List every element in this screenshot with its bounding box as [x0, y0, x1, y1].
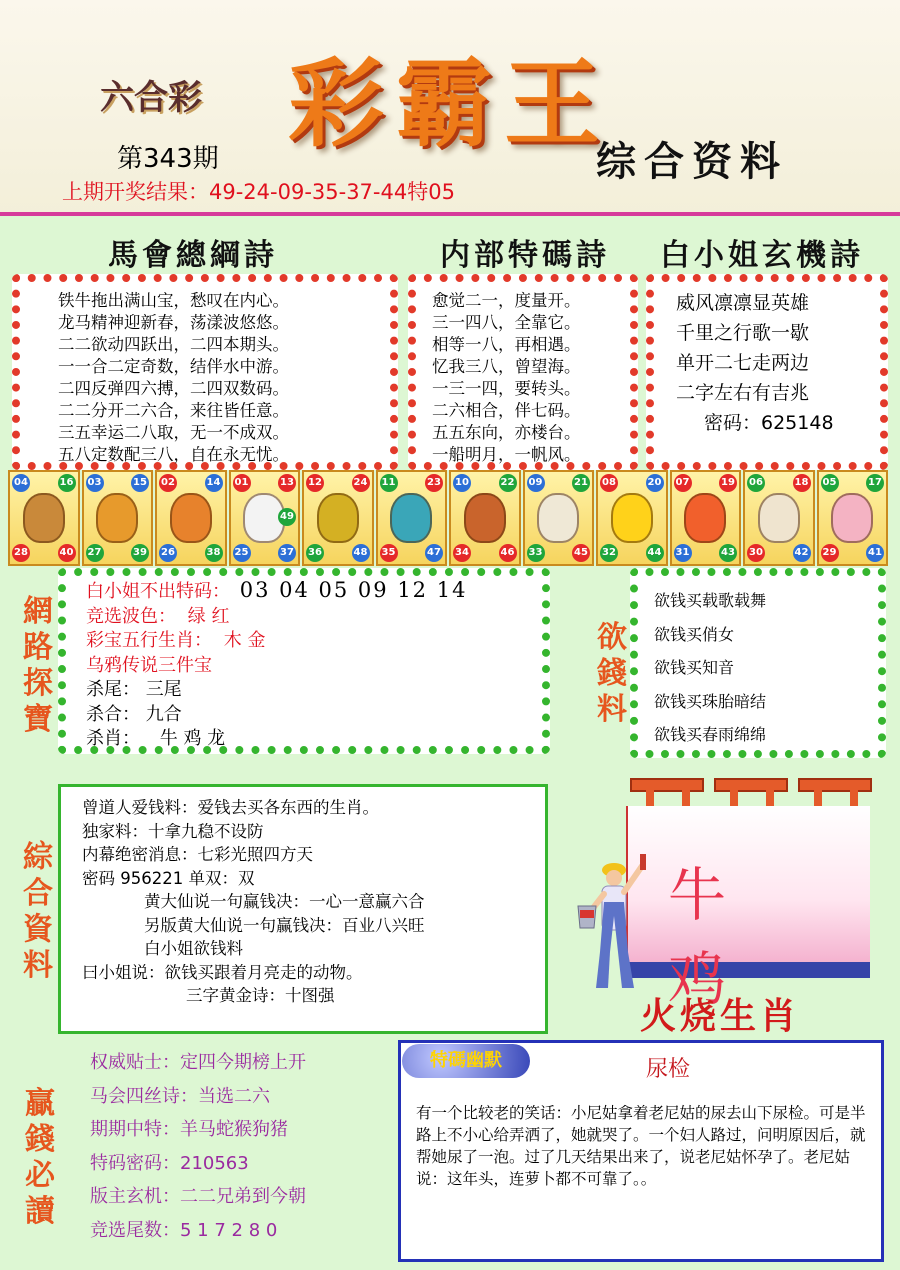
tiger-icon — [170, 493, 212, 543]
poem-left-line: 三五幸运二八取，无一不成双。 — [58, 423, 289, 442]
side-label-char: 路 — [23, 630, 53, 665]
zodiac-number: 44 — [646, 544, 664, 562]
joke-title: 尿检 — [646, 1057, 691, 1082]
must-read-line — [90, 1113, 306, 1147]
poem-middle-line: 愈觉二一，度量开。 — [432, 291, 581, 310]
network-lines — [86, 578, 467, 752]
poem-right-line: 千里之行歌一歇 — [676, 322, 810, 344]
billboard-post-top — [798, 778, 872, 792]
network-label: 彩宝五行生肖： — [86, 630, 212, 651]
money-line: 欲钱买春雨绵绵 — [654, 725, 767, 744]
network-line — [86, 678, 467, 703]
money-line: 欲钱买载歌载舞 — [654, 591, 767, 610]
must-read-label: 马会四丝诗： — [90, 1085, 198, 1107]
poem-middle-line: 一三一四，要转头。 — [432, 379, 581, 398]
must-read-label: 竞选尾数： — [90, 1219, 180, 1241]
must-read-line — [90, 1080, 306, 1114]
must-read-value: 5 1 7 2 8 0 — [180, 1219, 278, 1241]
poem-right-lines — [676, 288, 834, 438]
zodiac-number: 09 — [527, 474, 545, 492]
zodiac-cell-rooster — [670, 470, 742, 566]
zodiac-number: 41 — [866, 544, 884, 562]
monkey-icon — [611, 493, 653, 543]
issue-number: 第343期 — [117, 144, 219, 174]
billboard-text: 牛 鸡 — [668, 861, 767, 1013]
zodiac-number: 47 — [425, 544, 443, 562]
poem-left-line: 一一合二定奇数，结伴水中游。 — [58, 357, 289, 376]
network-line — [86, 578, 467, 605]
rooster-icon — [684, 493, 726, 543]
must-read-lines — [90, 1046, 306, 1247]
zodiac-cell-goat — [523, 470, 595, 566]
zodiac-number: 33 — [527, 544, 545, 562]
zodiac-cell-pig — [817, 470, 889, 566]
network-label: 杀尾： — [86, 679, 140, 700]
snake-icon — [390, 493, 432, 543]
poem-left-lines — [58, 290, 289, 466]
must-read-value: 定四今期榜上开 — [180, 1052, 306, 1073]
poem-middle-lines — [432, 290, 581, 466]
zodiac-number: 28 — [12, 544, 30, 562]
poem-middle-line: 相等一八，再相遇。 — [432, 335, 581, 354]
zodiac-number: 12 — [306, 474, 324, 492]
zodiac-number: 24 — [352, 474, 370, 492]
side-label-char: 料 — [23, 948, 53, 983]
zodiac-number: 32 — [600, 544, 618, 562]
must-read-line — [90, 1214, 306, 1248]
zodiac-number: 31 — [674, 544, 692, 562]
zodiac-number: 42 — [793, 544, 811, 562]
poem-middle-line: 三一四八，全靠它。 — [432, 313, 581, 332]
poem-middle-line: 忆我三八，曾望海。 — [432, 357, 581, 376]
side-label-char: 寶 — [23, 702, 53, 737]
poem-middle-line: 一船明月，一帆风。 — [432, 445, 581, 464]
zodiac-number: 38 — [205, 544, 223, 562]
combo-line: 曾道人爱钱料：爱钱去买各东西的生肖。 — [82, 798, 379, 817]
zodiac-number: 08 — [600, 474, 618, 492]
paint-in-bucket — [580, 910, 594, 918]
zodiac-number: 02 — [159, 474, 177, 492]
pig-icon — [831, 493, 873, 543]
poem-title-middle: 内部特碼詩 — [440, 238, 610, 273]
network-line — [86, 629, 467, 654]
side-label-char: 探 — [23, 666, 53, 701]
must-read-value: 二二兄弟到今朝 — [180, 1186, 306, 1207]
dragon-icon — [317, 493, 359, 543]
network-value: 三尾 — [145, 679, 182, 700]
network-line — [86, 703, 467, 728]
zodiac-number: 39 — [131, 544, 149, 562]
combo-line: 三字黄金诗：十图强 — [186, 986, 335, 1005]
ox-icon — [96, 493, 138, 543]
network-value: 03 04 05 09 12 14 — [239, 578, 468, 602]
last-result: 上期开奖结果：49-24-09-35-37-44特05 — [62, 180, 455, 204]
painter-arm — [624, 866, 642, 892]
side-label-char: 讀 — [25, 1194, 55, 1229]
zodiac-number: 29 — [821, 544, 839, 562]
must-read-value: 210563 — [180, 1152, 249, 1174]
brand-small: 六合彩 — [100, 78, 202, 118]
zodiac-number: 45 — [572, 544, 590, 562]
billboard-post-top — [714, 778, 788, 792]
zodiac-number: 22 — [499, 474, 517, 492]
poem-title-right: 白小姐玄機詩 — [660, 238, 864, 273]
side-label-char: 錢 — [25, 1122, 55, 1157]
zodiac-number: 18 — [793, 474, 811, 492]
must-read-line — [90, 1046, 306, 1080]
money-lines — [654, 584, 766, 752]
zodiac-number: 46 — [499, 544, 517, 562]
poem-left-line: 五八定数配三八，自在永无忧。 — [58, 445, 289, 464]
zodiac-cell-horse — [449, 470, 521, 566]
combo-side-label — [20, 840, 56, 984]
zodiac-number: 04 — [12, 474, 30, 492]
side-label-char: 贏 — [25, 1086, 55, 1121]
zodiac-number: 30 — [747, 544, 765, 562]
zodiac-number: 21 — [572, 474, 590, 492]
zodiac-number: 25 — [233, 544, 251, 562]
horse-icon — [464, 493, 506, 543]
painter-leg — [596, 952, 610, 988]
must-read-label: 特码密码： — [90, 1152, 180, 1174]
zodiac-number: 03 — [86, 474, 104, 492]
zodiac-cell-dog — [743, 470, 815, 566]
zodiac-number: 43 — [719, 544, 737, 562]
zodiac-number: 35 — [380, 544, 398, 562]
side-label-char: 料 — [597, 692, 627, 727]
network-value: 木 金 — [223, 630, 266, 651]
zodiac-number: 40 — [58, 544, 76, 562]
must-read-value: 羊马蛇猴狗猪 — [180, 1119, 288, 1140]
poem-left-line: 二二分开二六合，来往皆任意。 — [58, 401, 289, 420]
zodiac-number: 48 — [352, 544, 370, 562]
must-read-label: 版主玄机： — [90, 1186, 180, 1207]
zodiac-number: 26 — [159, 544, 177, 562]
network-label: 杀合： — [86, 703, 140, 725]
poem-right-line: 二字左右有吉兆 — [676, 382, 810, 404]
network-side-label — [20, 594, 56, 738]
combo-lines — [82, 796, 425, 1008]
billboard-caption: 火烧生肖 — [640, 995, 801, 1037]
money-line: 欲钱买俏女 — [654, 624, 735, 644]
combo-line: 独家料：十拿九稳不设防 — [82, 821, 264, 841]
side-label-char: 資 — [23, 912, 53, 947]
network-label: 白小姐不出特码： — [86, 581, 230, 602]
poem-left-line: 龙马精神迎新春，荡漾波悠悠。 — [58, 313, 289, 332]
zodiac-number: 20 — [646, 474, 664, 492]
must-read-label: 权威贴士： — [90, 1052, 180, 1073]
painter-figure — [556, 852, 656, 1002]
network-label: 乌鸦传说三件宝 — [86, 654, 212, 676]
network-label: 竞选波色： — [86, 605, 176, 627]
poem-middle-line: 二六相合，伴七码。 — [432, 401, 581, 420]
zodiac-number: 34 — [453, 544, 471, 562]
combo-line: 黄大仙说一句赢钱决：一心一意赢六合 — [144, 892, 425, 911]
must-read-line — [90, 1180, 306, 1214]
poem-right-line: 单开二七走两边 — [676, 352, 810, 374]
network-line — [86, 654, 467, 679]
zodiac-cell-ox — [82, 470, 154, 566]
must-read-line — [90, 1147, 306, 1181]
network-label: 杀肖： — [86, 728, 140, 749]
money-line: 欲钱买珠胎暗结 — [654, 691, 767, 711]
poem-right-line: 威风凛凛显英雄 — [676, 292, 810, 314]
zodiac-number: 06 — [747, 474, 765, 492]
must-read-label: 期期中特： — [90, 1119, 180, 1140]
zodiac-cell-rabbit — [229, 470, 301, 566]
dog-icon — [758, 493, 800, 543]
poem-right-password: 密码：625148 — [704, 412, 834, 434]
money-side-label — [594, 620, 630, 728]
must-read-value: 当选二六 — [198, 1085, 270, 1107]
zodiac-strip — [8, 470, 888, 566]
network-value: 牛 鸡 龙 — [159, 728, 226, 749]
side-label-char: 必 — [25, 1158, 55, 1193]
zodiac-number: 27 — [86, 544, 104, 562]
poem-left-line: 二四反弹四六搏，二四双数码。 — [58, 379, 289, 398]
billboard-post-top — [630, 778, 704, 792]
combo-line: 另版黄大仙说一句赢钱决：百业八兴旺 — [144, 915, 425, 935]
poem-left-line: 铁牛拖出满山宝，愁叹在内心。 — [58, 291, 289, 310]
brand-title: 彩霸王 — [288, 47, 612, 160]
must-read-side-label — [22, 1086, 58, 1230]
zodiac-cell-rat — [8, 470, 80, 566]
zodiac-number: 49 — [278, 508, 296, 526]
zodiac-number: 14 — [205, 474, 223, 492]
network-value: 绿 红 — [187, 605, 230, 627]
zodiac-number: 13 — [278, 474, 296, 492]
zodiac-cell-dragon — [302, 470, 374, 566]
combo-line: 白小姐欲钱料 — [144, 939, 243, 958]
zodiac-number: 01 — [233, 474, 251, 492]
side-label-char: 錢 — [597, 656, 627, 691]
joke-text: 有一个比较老的笑话：小尼姑拿着老尼姑的尿去山下尿检。可是半路上不小心给弄洒了，她就哭了。一个妇人路过，问明原因后，就帮她尿了一泡。过了几天结果出来了，说老尼姑怀孕了。老尼姑说：这年头，连萝卜都不可靠了。。 — [416, 1104, 866, 1188]
side-label-char: 綜 — [23, 840, 53, 875]
brand-subtitle: 综合资料 — [596, 138, 788, 185]
combo-line: 密码 956221 单双：双 — [82, 868, 255, 888]
zodiac-number: 17 — [866, 474, 884, 492]
painter-leg — [618, 952, 634, 988]
side-label-char: 欲 — [597, 620, 627, 655]
zodiac-number: 07 — [674, 474, 692, 492]
money-line: 欲钱买知音 — [654, 658, 735, 677]
zodiac-number: 23 — [425, 474, 443, 492]
poem-title-left: 馬會總綱詩 — [108, 238, 278, 273]
zodiac-cell-monkey — [596, 470, 668, 566]
zodiac-number: 10 — [453, 474, 471, 492]
zodiac-cell-tiger — [155, 470, 227, 566]
poem-left-line: 二二欲动四跃出，二四本期头。 — [58, 335, 289, 354]
side-label-char: 網 — [23, 594, 53, 629]
zodiac-number: 16 — [58, 474, 76, 492]
goat-icon — [537, 493, 579, 543]
joke-badge: 特碼幽默 — [402, 1044, 530, 1078]
zodiac-number: 19 — [719, 474, 737, 492]
paint-brush — [640, 854, 646, 870]
network-line — [86, 605, 467, 630]
zodiac-number: 11 — [380, 474, 398, 492]
side-label-char: 合 — [23, 876, 53, 911]
poem-middle-line: 五五东向，亦楼台。 — [432, 423, 581, 442]
zodiac-number: 36 — [306, 544, 324, 562]
combo-line: 曰小姐说：欲钱买跟着月亮走的动物。 — [82, 962, 363, 982]
network-value: 九合 — [145, 703, 182, 725]
zodiac-number: 05 — [821, 474, 839, 492]
painter-head — [606, 870, 622, 886]
combo-line: 内幕绝密消息：七彩光照四方天 — [82, 845, 313, 864]
zodiac-number: 15 — [131, 474, 149, 492]
network-line — [86, 727, 467, 752]
zodiac-number: 37 — [278, 544, 296, 562]
rat-icon — [23, 493, 65, 543]
zodiac-cell-snake — [376, 470, 448, 566]
